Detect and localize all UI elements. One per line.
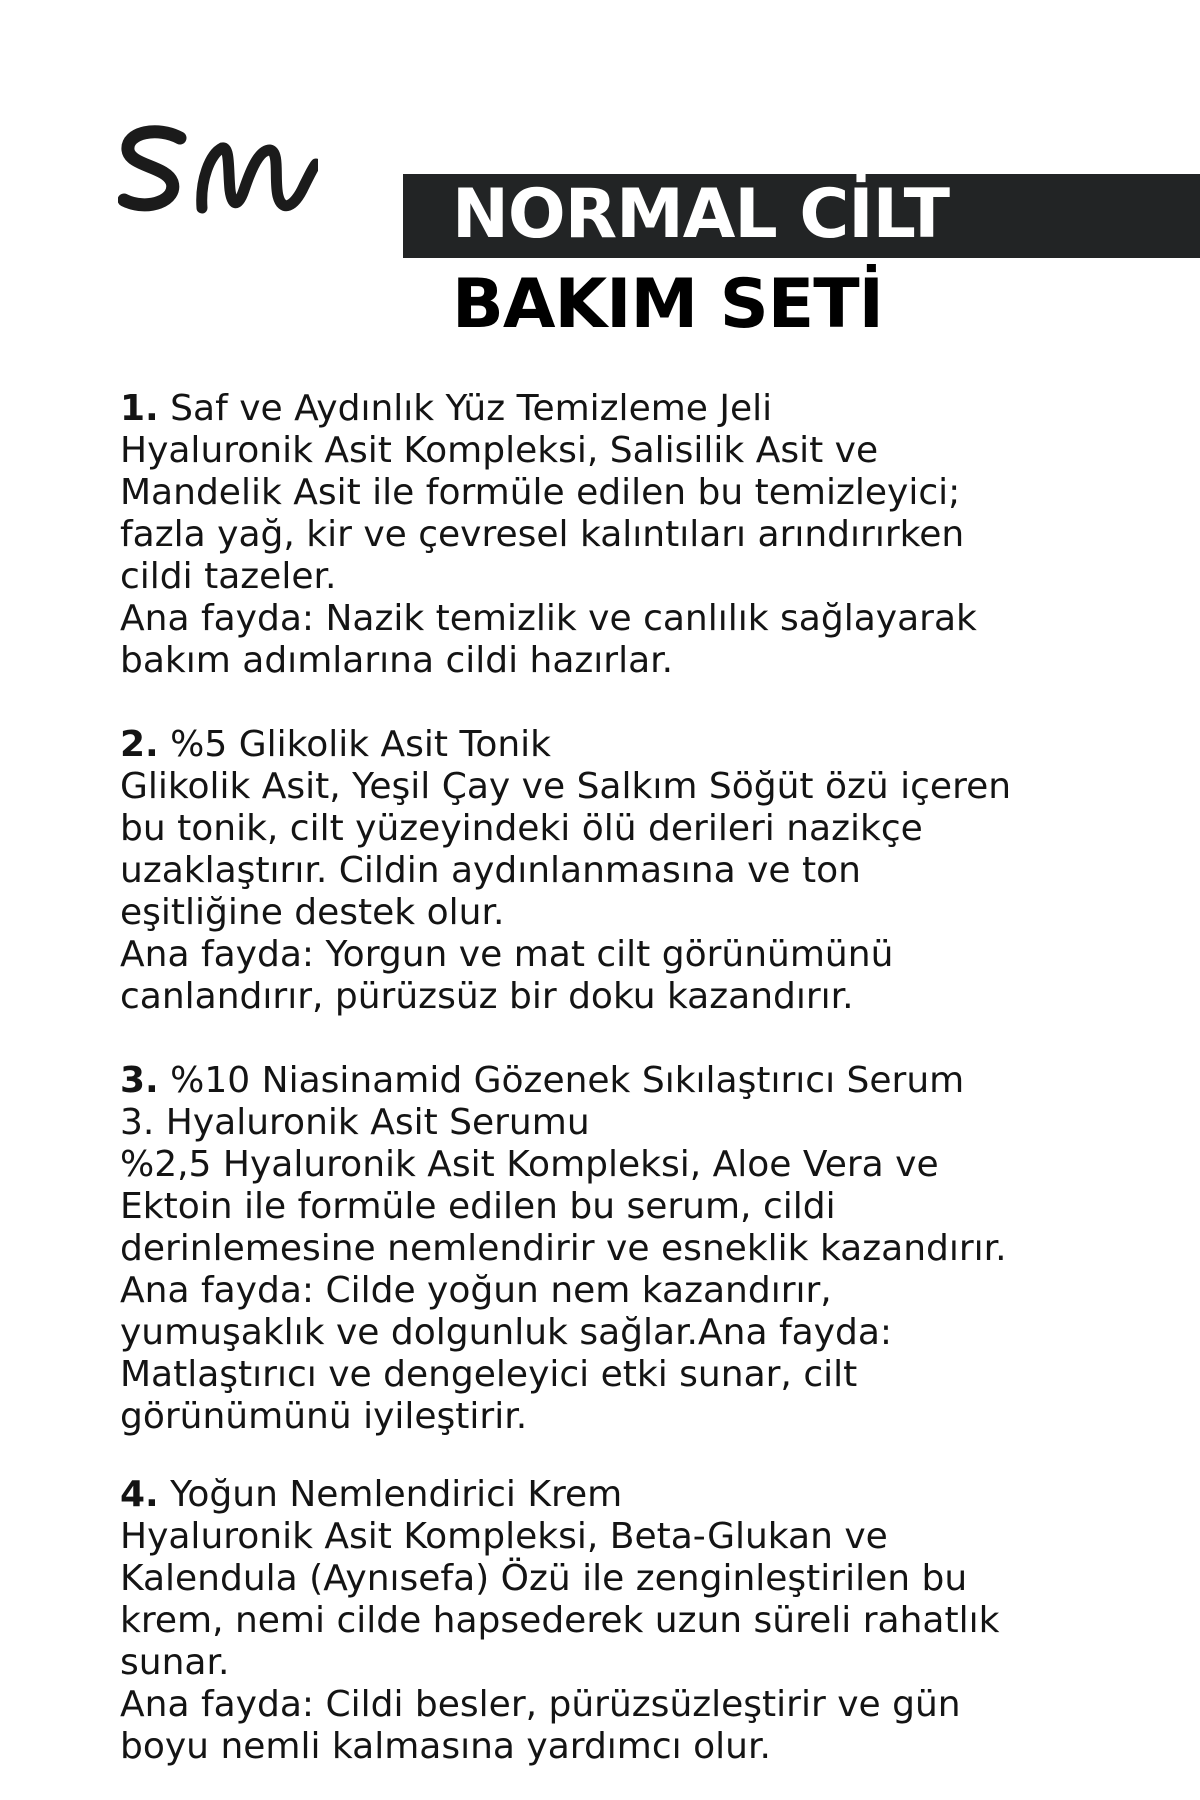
product-benefit-line: Ana fayda: Yorgun ve mat cilt görünümünü <box>120 934 894 975</box>
product-section-4 <box>120 1474 1120 1768</box>
product-section-1 <box>120 388 1120 682</box>
product-benefit-line: canlandırır, pürüzsüz bir doku kazandırır. <box>120 976 854 1017</box>
product-benefit-line: yumuşaklık ve dolgunluk sağlar.Ana fayda: <box>120 1312 893 1353</box>
product-description-line: krem, nemi cilde hapsederek uzun süreli rahatlık <box>120 1600 1000 1641</box>
product-benefit-line: Ana fayda: Cildi besler, pürüzsüzleştirir ve gün <box>120 1684 961 1725</box>
product-subheading: 3. Hyaluronik Asit Serumu <box>120 1102 590 1143</box>
product-description-line: uzaklaştırır. Cildin aydınlanmasına ve ton <box>120 850 861 891</box>
product-description-line: Hyaluronik Asit Kompleksi, Salisilik Asit ve <box>120 430 879 471</box>
brand-logo <box>118 120 318 230</box>
product-benefit-line: Ana fayda: Nazik temizlik ve canlılık sağlayarak <box>120 598 977 639</box>
product-description-line: eşitliğine destek olur. <box>120 892 505 933</box>
product-benefit-line: Ana fayda: Cilde yoğun nem kazandırır, <box>120 1270 832 1311</box>
product-description-line: Kalendula (Aynısefa) Özü ile zenginleştirilen bu <box>120 1558 968 1599</box>
product-description-line: cildi tazeler. <box>120 556 337 597</box>
product-title: %10 Niasinamid Gözenek Sıkılaştırıcı Serum <box>158 1060 965 1101</box>
product-benefit-line: Matlaştırıcı ve dengeleyici etki sunar, cilt <box>120 1354 858 1395</box>
product-heading <box>120 724 1120 766</box>
product-description-line: %2,5 Hyaluronik Asit Kompleksi, Aloe Vera ve <box>120 1144 939 1185</box>
product-heading <box>120 388 1120 430</box>
product-description-line: Hyaluronik Asit Kompleksi, Beta-Glukan ve <box>120 1516 888 1557</box>
product-heading <box>120 1474 1120 1516</box>
product-description-line: sunar. <box>120 1642 230 1683</box>
product-list <box>120 388 1120 1768</box>
product-description-line: Glikolik Asit, Yeşil Çay ve Salkım Söğüt özü içeren <box>120 766 1012 807</box>
product-description-line: Ektoin ile formüle edilen bu serum, cildi <box>120 1186 836 1227</box>
product-section-3 <box>120 1060 1120 1438</box>
product-description-line: bu tonik, cilt yüzeyindeki ölü derileri nazikçe <box>120 808 923 849</box>
product-title: Yoğun Nemlendirici Krem <box>158 1474 623 1515</box>
product-heading <box>120 1060 1120 1102</box>
page-title-line-2: BAKIM SETİ <box>452 265 883 344</box>
product-description-line: Mandelik Asit ile formüle edilen bu temizleyici; <box>120 472 961 513</box>
product-benefit-line: boyu nemli kalmasına yardımcı olur. <box>120 1726 771 1767</box>
product-number: 3. <box>120 1060 159 1101</box>
product-number: 4. <box>120 1474 159 1515</box>
product-description-line: fazla yağ, kir ve çevresel kalıntıları arındırırken <box>120 514 965 555</box>
product-benefit-line: görünümünü iyileştirir. <box>120 1396 528 1437</box>
product-benefit-line: bakım adımlarına cildi hazırlar. <box>120 640 674 681</box>
page-title-line-1: NORMAL CİLT <box>452 175 950 254</box>
product-number: 2. <box>120 724 159 765</box>
product-title: Saf ve Aydınlık Yüz Temizleme Jeli <box>158 388 773 429</box>
product-section-2 <box>120 724 1120 1018</box>
product-description-line: derinlemesine nemlendirir ve esneklik kazandırır. <box>120 1228 1007 1269</box>
product-title: %5 Glikolik Asit Tonik <box>158 724 552 765</box>
product-number: 1. <box>120 388 159 429</box>
